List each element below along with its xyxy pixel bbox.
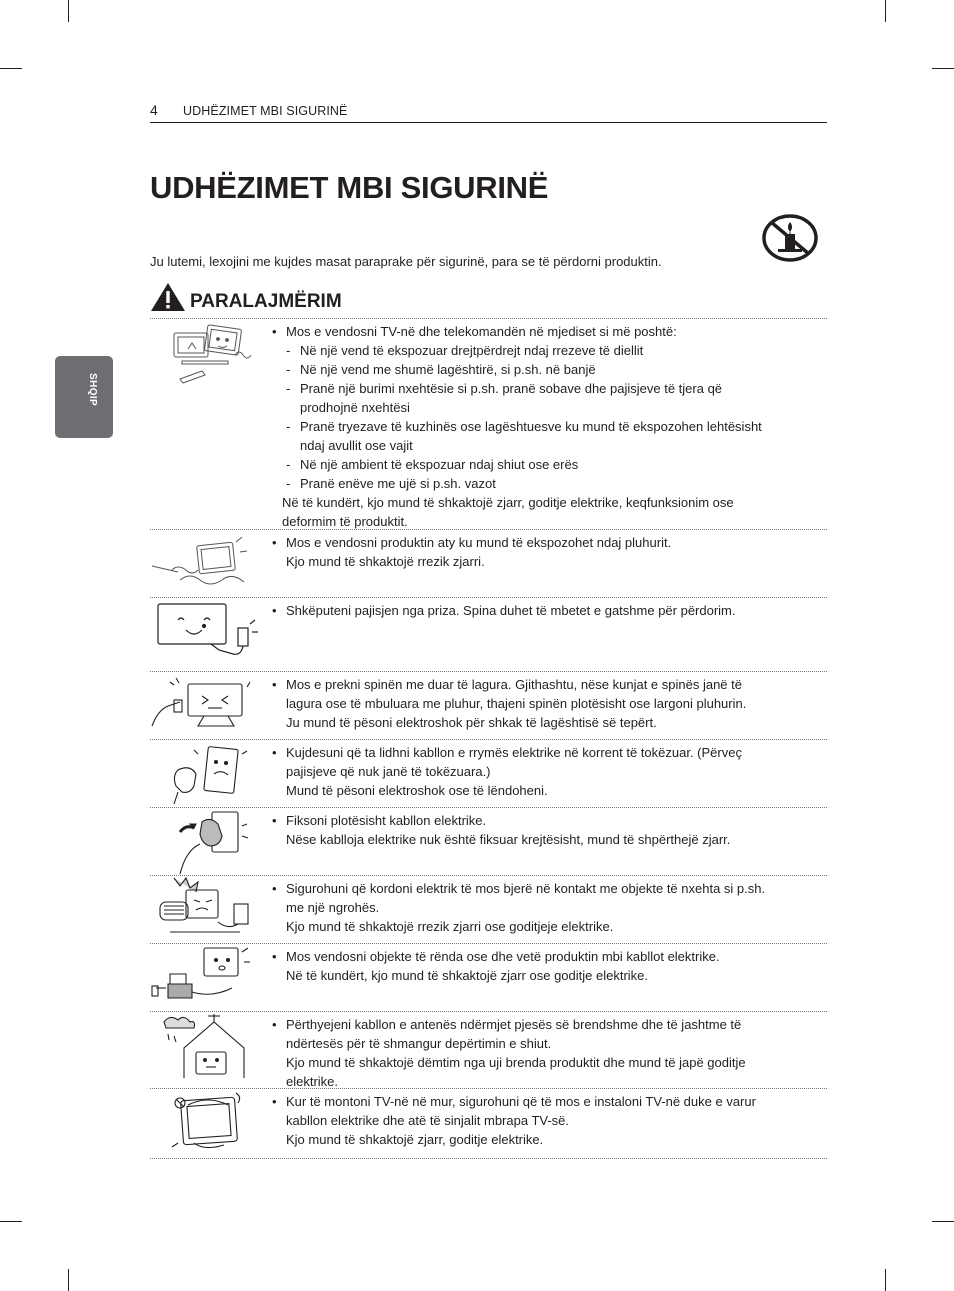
item-line: Kjo mund të shkaktojë zjarr, goditje elektrike. (286, 1132, 544, 1147)
item-line: • Mos e vendosni TV-në dhe telekomandën në mjediset si më poshtë: (272, 322, 827, 341)
unplug-illustration (150, 598, 270, 668)
item-line: • Përthyejeni kabllon e antenës ndërmjet pjesës së brendshme dhe të jashtme të (272, 1015, 827, 1034)
crop-mark (885, 0, 886, 22)
warning-item (150, 739, 827, 808)
intro-text: Ju lutemi, lexojini me kujdes masat paraprake për sigurinë, para se të përdorni produktin. (150, 254, 662, 269)
item-subline: - Pranë një burimi nxehtësie si p.sh. pranë sobave dhe pajisjeve të tjera që (272, 379, 827, 398)
item-line: • Fiksoni plotësisht kabllon elektrike. (272, 811, 827, 830)
item-text (272, 811, 827, 849)
item-subline: - Pranë tryezave të kuzhinës ose lagështuesve ku mund të ekspozohen lehtësisht (272, 417, 827, 436)
item-subline: - Pranë enëve me ujë si p.sh. vazot (272, 474, 827, 493)
item-text (272, 743, 827, 800)
item-line: Ju mund të pësoni elektroshok për shkak të lagështisë së tepërt. (286, 715, 657, 730)
wet-hands-illustration (150, 672, 270, 738)
heavy-object-cord-illustration (150, 944, 270, 1010)
item-line: Mund të pësoni elektroshok ose të lëndoheni. (286, 783, 548, 798)
item-line: • Mos e vendosni produktin aty ku mund të ekspozohet ndaj pluhurit. (272, 533, 827, 552)
item-line: • Mos vendosni objekte të rënda ose dhe vetë produktin mbi kabllot elektrike. (272, 947, 827, 966)
item-note: Në të kundërt, kjo mund të shkaktojë zjarr, goditje elektrike, keqfunksionim ose (282, 495, 734, 510)
language-tab-label: SHQIP (87, 373, 98, 407)
item-line: • Kujdesuni që ta lidhni kabllon e rrymës elektrike në korrent të tokëzuar. (Përveç (272, 743, 827, 762)
tv-environment-illustration (150, 319, 270, 399)
header-title: UDHËZIMET MBI SIGURINË (183, 104, 348, 118)
warning-item (150, 671, 827, 740)
warning-item (150, 1088, 827, 1159)
item-line: kabllon elektrike dhe atë të sinjalit mbrapa TV-së. (286, 1113, 570, 1128)
page-number: 4 (150, 102, 158, 118)
crop-mark (932, 68, 954, 69)
warning-heading-text: PARALAJMËRIM (190, 291, 342, 312)
item-line: Kjo mund të shkaktojë dëmtim nga uji brenda produktit dhe mund të japë goditje (286, 1055, 746, 1070)
wall-mount-illustration (150, 1089, 270, 1155)
item-subline: - Në një ambient të ekspozuar ndaj shiut ose erës (272, 455, 827, 474)
running-header (150, 100, 827, 123)
item-line: • Kur të montoni TV-në në mur, sigurohuni që të mos e instaloni TV-në duke e varur (272, 1092, 827, 1111)
secure-plug-illustration (150, 808, 270, 874)
item-line: • Shkëputeni pajisjen nga priza. Spina duhet të mbetet e gatshme për përdorim. (272, 601, 827, 620)
warning-item (150, 875, 827, 944)
item-line: Në të kundërt, kjo mund të shkaktojë zjarr ose goditje elektrike. (286, 968, 649, 983)
warning-item (150, 529, 827, 598)
dust-tv-illustration (150, 530, 270, 596)
item-line: me një ngrohës. (286, 900, 380, 915)
warning-item (150, 597, 827, 672)
item-subline: prodhojnë nxehtësi (300, 400, 410, 415)
crop-mark (68, 1269, 69, 1291)
item-line: pajisjeve që nuk janë të tokëzuara.) (286, 764, 491, 779)
item-subline: - Në një vend me shumë lagështirë, si p.sh. në banjë (272, 360, 827, 379)
crop-mark (932, 1221, 954, 1222)
grounded-outlet-illustration (150, 740, 270, 806)
item-text (272, 1092, 827, 1149)
heater-cord-illustration (150, 876, 270, 942)
item-line: • Mos e prekni spinën me duar të lagura. Gjithashtu, nëse kunjat e spinës janë të (272, 675, 827, 694)
no-candle-icon (761, 212, 819, 264)
item-text (272, 675, 827, 732)
item-subline: - Në një vend të ekspozuar drejtpërdrejt ndaj rrezeve të diellit (272, 341, 827, 360)
item-subline: ndaj avullit ose vajit (300, 438, 413, 453)
item-text (272, 601, 827, 620)
warning-item (150, 1011, 827, 1089)
item-line: Nëse kablloja elektrike nuk është fiksuar krejtësisht, mund të shpërthejë zjarr. (286, 832, 731, 847)
item-text (272, 947, 827, 985)
item-text (272, 1015, 827, 1091)
item-line: elektrike. (286, 1074, 339, 1089)
warning-triangle-icon (150, 282, 186, 312)
item-text (272, 533, 827, 571)
item-line: • Sigurohuni që kordoni elektrik të mos bjerë në kontakt me objekte të nxehta si p.sh. (272, 879, 827, 898)
item-line: lagura ose të mbuluara me pluhur, thajeni spinën plotësisht ose largoni pluhurin. (286, 696, 747, 711)
item-note: deformim të produktit. (282, 514, 408, 529)
warning-item (150, 318, 827, 530)
warning-item (150, 943, 827, 1012)
crop-mark (68, 0, 69, 22)
antenna-cable-illustration (150, 1012, 270, 1088)
item-line: Kjo mund të shkaktojë rrezik zjarri. (286, 554, 485, 569)
item-text (272, 322, 827, 531)
crop-mark (0, 1221, 22, 1222)
warning-item (150, 807, 827, 876)
language-tab (55, 356, 113, 438)
item-line: ndërtesës për të shmangur depërtimin e shiut. (286, 1036, 552, 1051)
crop-mark (0, 68, 22, 69)
crop-mark (885, 1269, 886, 1291)
page-title: UDHËZIMET MBI SIGURINË (150, 170, 549, 205)
item-line: Kjo mund të shkaktojë rrezik zjarri ose goditjeje elektrike. (286, 919, 614, 934)
item-text (272, 879, 827, 936)
